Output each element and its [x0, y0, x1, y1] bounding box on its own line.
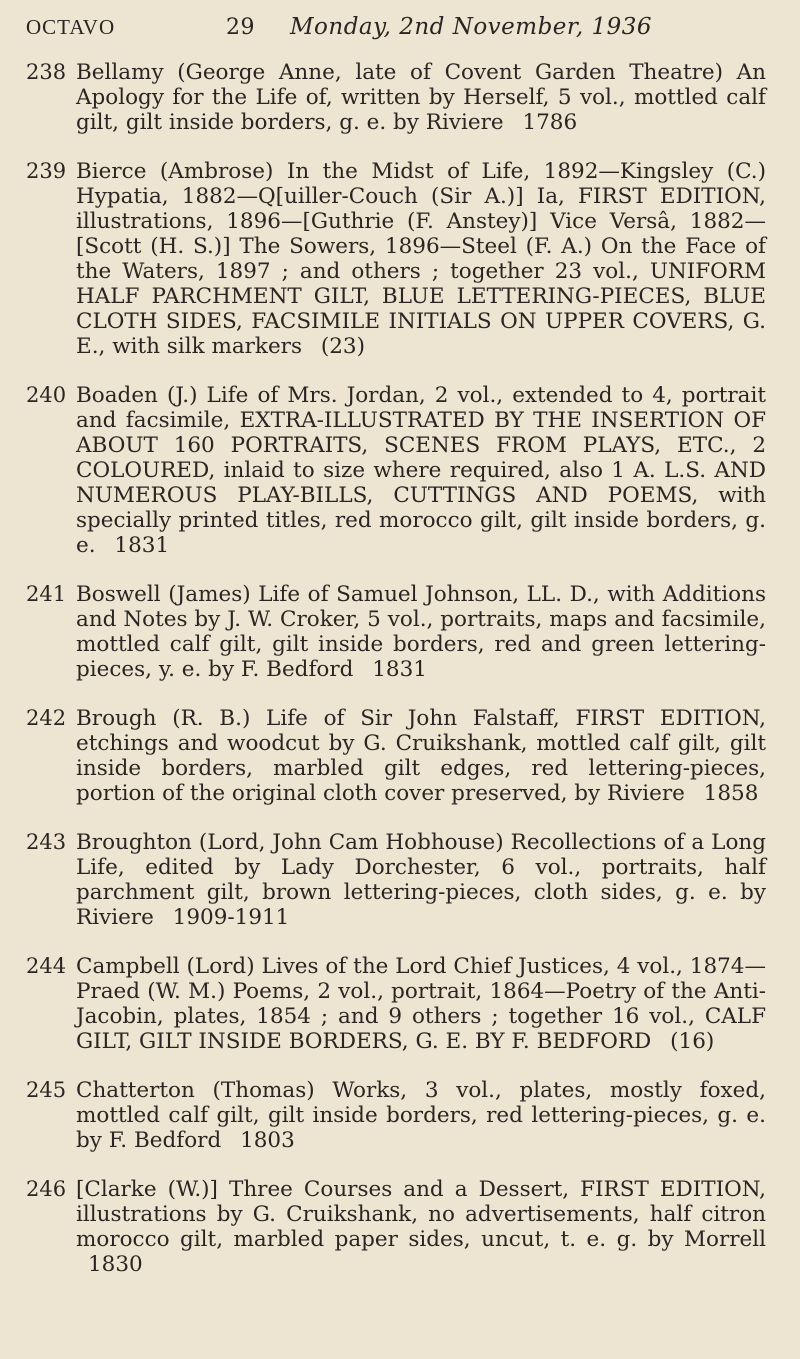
lot-description [76, 383, 766, 558]
lot-238 [26, 60, 774, 135]
lot-date: (23) [320, 334, 365, 359]
section-title: OCTAVO [26, 15, 116, 39]
lot-text: Bellamy (George Anne, late of Covent Garden Theatre) An Apology for the Life of, written by Herself, 5 vol., mottled calf gilt, gilt inside borders, g. e. by Riviere [76, 60, 766, 135]
lot-text: [Clarke (W.)] Three Courses and a Dessert, FIRST EDITION, illustrations by G. Cruikshank, no advertisements, half citron morocco gilt, marbled paper sides, uncut, t. e. g. by Morrell [76, 1177, 766, 1252]
lot-number: 244 [26, 954, 67, 978]
lot-date: 1803 [240, 1128, 295, 1153]
lot-date: 1830 [88, 1252, 143, 1277]
lot-246 [26, 1177, 774, 1277]
lot-date: 1786 [522, 110, 578, 135]
page-number: 29 [226, 15, 255, 40]
lot-date: 1831 [372, 657, 427, 682]
lot-text: Boaden (J.) Life of Mrs. Jordan, 2 vol., extended to 4, portrait and facsimile, EXTRA-ILLUSTRATED BY THE INSERTION OF ABOUT 160 PORTRAITS, SCENES FROM PLAYS, ETC., 2 COLOURED, inlaid to size where required, also 1 A. L.S. AND NUMEROUS PLAY-BILLS, CUTTINGS AND POEMS, with specially printed titles, red morocco gilt, gilt inside borders, g. e. [76, 383, 766, 558]
lot-description [76, 954, 766, 1054]
lot-245 [26, 1078, 774, 1153]
lot-number: 239 [26, 159, 67, 183]
lot-list [26, 60, 774, 1277]
lot-243 [26, 830, 774, 930]
lot-description [76, 159, 766, 359]
lot-number: 238 [26, 60, 67, 84]
lot-242 [26, 706, 774, 806]
lot-text: Broughton (Lord, John Cam Hobhouse) Recollections of a Long Life, edited by Lady Dorchester, 6 vol., portraits, half parchment gilt, brown lettering-pieces, cloth sides, g. e. by Riviere [76, 830, 766, 930]
lot-description [76, 830, 766, 930]
lot-description [76, 1078, 766, 1153]
lot-number: 246 [26, 1177, 67, 1201]
lot-number: 243 [26, 830, 67, 854]
lot-number: 240 [26, 383, 67, 407]
lot-date: 1858 [703, 781, 759, 806]
page-header [26, 14, 774, 54]
lot-text: Campbell (Lord) Lives of the Lord Chief Justices, 4 vol., 1874—Praed (W. M.) Poems, 2 vol., portrait, 1864—Poetry of the Anti-Jacobin, plates, 1854 ; and 9 others ; together 16 vol., CALF GILT, GILT INSIDE BORDERS, G. E. BY F. BEDFORD [76, 954, 766, 1054]
lot-text: Chatterton (Thomas) Works, 3 vol., plates, mostly foxed, mottled calf gilt, gilt inside borders, red lettering-pieces, g. e. by F. Bedford [76, 1078, 766, 1153]
lot-number: 241 [26, 582, 67, 606]
lot-text: Brough (R. B.) Life of Sir John Falstaff, FIRST EDITION, etchings and woodcut by G. Cruikshank, mottled calf gilt, gilt inside borders, marbled gilt edges, red lettering-pieces, portion of the original cloth cover preserved, by Riviere [76, 706, 766, 806]
lot-244 [26, 954, 774, 1054]
lot-description [76, 60, 766, 135]
lot-text: Boswell (James) Life of Samuel Johnson, LL. D., with Additions and Notes by J. W. Croker, 5 vol., portraits, maps and facsimile, mottled calf gilt, gilt inside borders, red and green lettering-pieces, y. e. by F. Bedford [76, 582, 766, 682]
lot-description [76, 582, 766, 682]
sale-date: Monday, 2nd November, 1936 [290, 14, 653, 40]
lot-date: (16) [670, 1029, 715, 1054]
lot-240 [26, 383, 774, 558]
lot-date: 1909-1911 [172, 905, 290, 930]
lot-241 [26, 582, 774, 682]
lot-date: 1831 [114, 533, 170, 558]
lot-239 [26, 159, 774, 359]
lot-description [76, 1177, 766, 1277]
lot-number: 242 [26, 706, 67, 730]
lot-number: 245 [26, 1078, 67, 1102]
lot-text: Bierce (Ambrose) In the Midst of Life, 1892—Kingsley (C.) Hypatia, 1882—Q[uiller-Couch (Sir A.)] Ia, FIRST EDITION, illustrations, 1896—[Guthrie (F. Anstey)] Vice Versâ, 1882—[Scott (H. S.)] The Sowers, 1896—Steel (F. A.) On the Face of the Waters, 1897 ; and others ; together 23 vol., UNIFORM HALF PARCHMENT GILT, BLUE LETTERING-PIECES, BLUE CLOTH SIDES, FACSIMILE INITIALS ON UPPER COVERS, G. E., with silk markers [76, 159, 766, 359]
lot-description [76, 706, 766, 806]
